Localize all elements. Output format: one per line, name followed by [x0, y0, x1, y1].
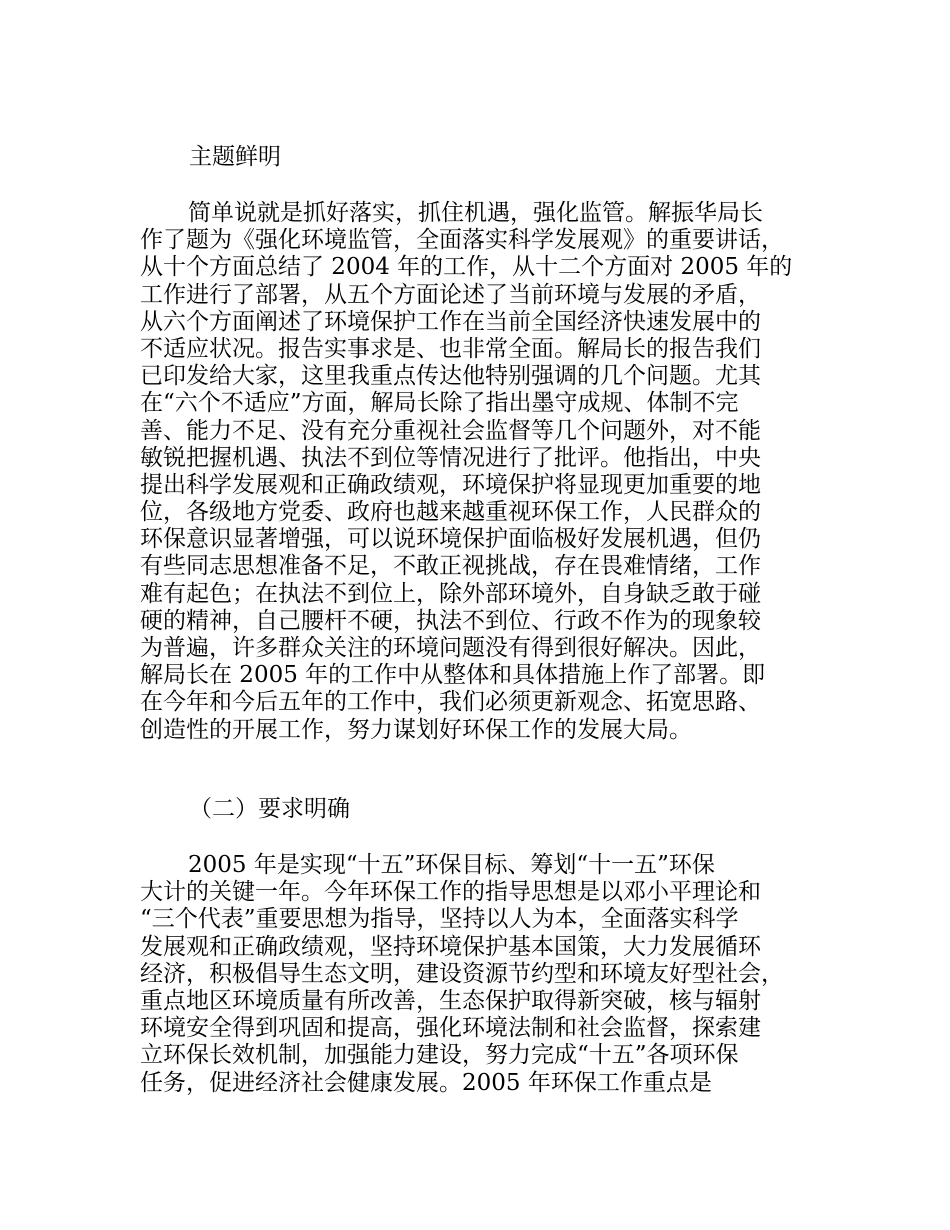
text-line: 在“六个不适应”方面，解局长除了指出墨守成规、体制不完 — [140, 390, 739, 417]
text-line: 从十个方面总结了 2004 年的工作，从十二个方面对 2005 年的 — [140, 254, 793, 281]
text-line: 解局长在 2005 年的工作中从整体和具体措施上作了部署。即 — [140, 662, 766, 689]
text-line: 难有起色；在执法不到位上，除外部环境外，自身缺乏敢于碰 — [140, 580, 761, 607]
text-line: 不适应状况。报告实事求是、也非常全面。解局长的报告我们 — [140, 335, 761, 362]
paragraph-requirements-body — [140, 852, 784, 1097]
text-line: 在今年和今后五年的工作中，我们必须更新观念、拓宽思路、 — [140, 689, 761, 716]
text-line: 立环保长效机制，加强能力建设，努力完成“十五”各项环保 — [140, 1042, 739, 1069]
text-line: 发展观和正确政绩观，坚持环境保护基本国策，大力发展循环 — [140, 933, 761, 960]
text-line: 经济，积极倡导生态文明，建设资源节约型和环境友好型社会， — [140, 960, 784, 987]
text-line: 硬的精神，自己腰杆不硬，执法不到位、行政不作为的现象较 — [140, 607, 761, 634]
text-line: 位，各级地方党委、政府也越来越重视环保工作，人民群众的 — [140, 499, 761, 526]
text-line: “三个代表”重要思想为指导，坚持以人为本，全面落实科学 — [140, 906, 739, 933]
text-line: 作了题为《强化环境监管，全面落实科学发展观》的重要讲话， — [140, 227, 784, 254]
paragraph-theme-body — [140, 200, 792, 744]
text-line: 从六个方面阐述了环境保护工作在当前全国经济快速发展中的 — [140, 308, 761, 335]
text-line: 2005 年是实现“十五”环保目标、筹划“十一五”环保 — [188, 852, 715, 878]
text-line: 环境安全得到巩固和提高，强化环境法制和社会监督，探索建 — [140, 1015, 761, 1042]
text-line: 简单说就是抓好落实，抓住机遇，强化监管。解振华局长 — [188, 200, 763, 226]
text-line: 敏锐把握机遇、执法不到位等情况进行了批评。他指出，中央 — [140, 444, 761, 471]
text-line: 创造性的开展工作，努力谋划好环保工作的发展大局。 — [140, 716, 692, 743]
text-line: 环保意识显著增强，可以说环境保护面临极好发展机遇，但仍 — [140, 526, 761, 553]
text-line: 提出科学发展观和正确政绩观，环境保护将显现更加重要的地 — [140, 471, 761, 498]
text-line: 工作进行了部署，从五个方面论述了当前环境与发展的矛盾， — [140, 281, 761, 308]
section-heading-theme: 主题鲜明 — [189, 144, 281, 170]
text-line: 为普遍，许多群众关注的环境问题没有得到很好解决。因此， — [140, 635, 761, 661]
section-heading-requirements: （二）要求明确 — [189, 796, 350, 822]
text-line: 已印发给大家，这里我重点传达他特别强调的几个问题。尤其 — [140, 363, 761, 390]
text-line: 有些同志思想准备不足，不敢正视挑战，存在畏难情绪，工作 — [140, 553, 761, 580]
text-line: 善、能力不足、没有充分重视社会监督等几个问题外，对不能 — [140, 417, 761, 444]
text-line: 大计的关键一年。今年环保工作的指导思想是以邓小平理论和 — [140, 879, 761, 906]
text-line: 任务，促进经济社会健康发展。2005 年环保工作重点是 — [140, 1069, 712, 1096]
text-line: 重点地区环境质量有所改善，生态保护取得新突破，核与辐射 — [140, 987, 761, 1014]
